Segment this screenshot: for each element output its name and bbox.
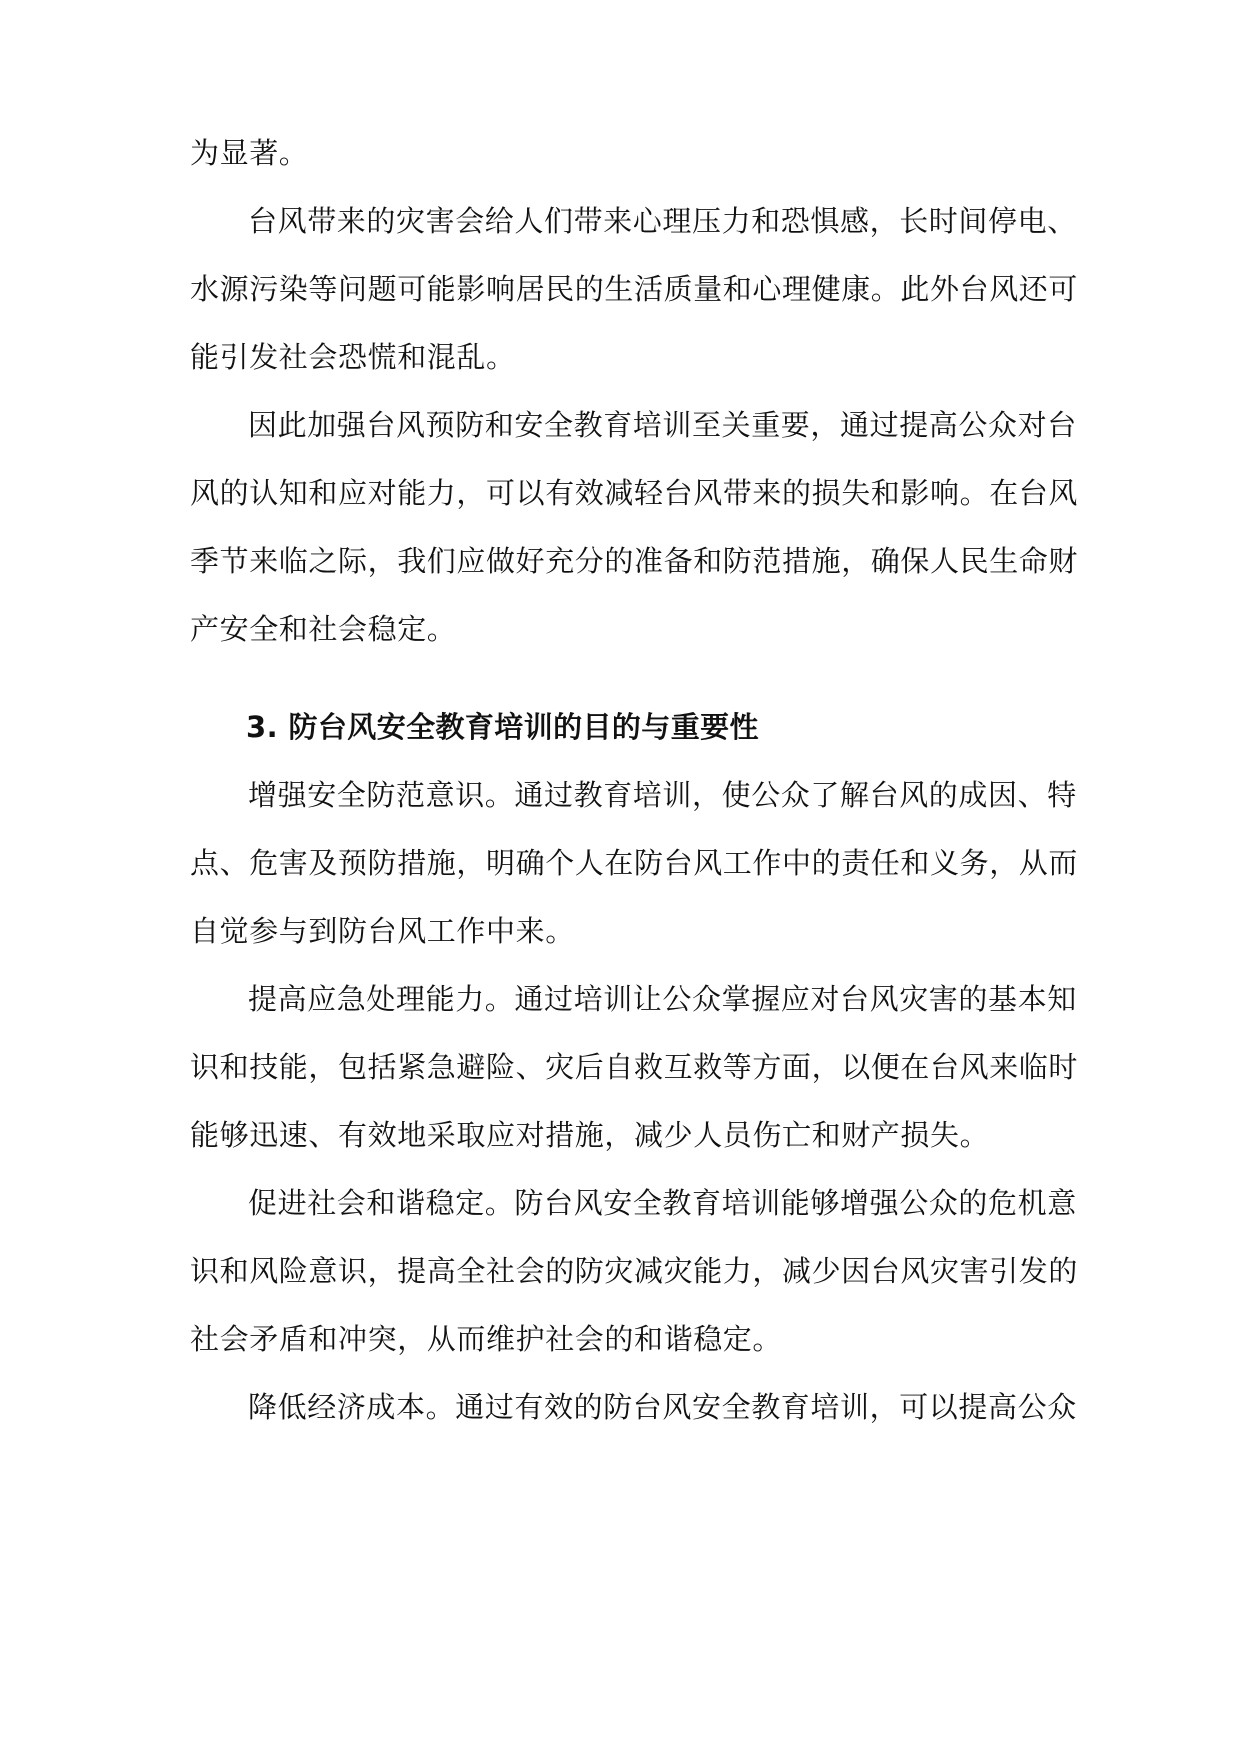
paragraph-psych-line-3: 能引发社会恐慌和混乱。	[190, 340, 516, 374]
paragraph-emergency-line-2: 识和技能，包括紧急避险、灾后自救互救等方面，以便在台风来临时	[190, 1050, 1079, 1084]
paragraph-psych-line-2: 水源污染等问题可能影响居民的生活质量和心理健康。此外台风还可	[190, 272, 1079, 306]
paragraph-conclusion-line-1: 因此加强台风预防和安全教育培训至关重要，通过提高公众对台	[248, 408, 1077, 442]
paragraph-emergency-line-1: 提高应急处理能力。通过培训让公众掌握应对台风灾害的基本知	[248, 982, 1077, 1016]
paragraph-cost-line-1: 降低经济成本。通过有效的防台风安全教育培训，可以提高公众	[248, 1390, 1077, 1424]
paragraph-harmony-line-3: 社会矛盾和冲突，从而维护社会的和谐稳定。	[190, 1322, 783, 1356]
paragraph-harmony-line-1: 促进社会和谐稳定。防台风安全教育培训能够增强公众的危机意	[248, 1186, 1077, 1220]
paragraph-fragment-line-1: 为显著。	[190, 136, 309, 170]
section-heading: 3. 防台风安全教育培训的目的与重要性	[246, 710, 759, 744]
paragraph-conclusion-line-2: 风的认知和应对能力，可以有效减轻台风带来的损失和影响。在台风	[190, 476, 1079, 510]
paragraph-awareness-line-1: 增强安全防范意识。通过教育培训，使公众了解台风的成因、特	[248, 778, 1077, 812]
paragraph-emergency-line-3: 能够迅速、有效地采取应对措施，减少人员伤亡和财产损失。	[190, 1118, 990, 1152]
paragraph-conclusion-line-3: 季节来临之际，我们应做好充分的准备和防范措施，确保人民生命财	[190, 544, 1079, 578]
paragraph-awareness-line-3: 自觉参与到防台风工作中来。	[190, 914, 575, 948]
paragraph-harmony-line-2: 识和风险意识，提高全社会的防灾减灾能力，减少因台风灾害引发的	[190, 1254, 1079, 1288]
paragraph-conclusion-line-4: 产安全和社会稳定。	[190, 612, 457, 646]
paragraph-awareness-line-2: 点、危害及预防措施，明确个人在防台风工作中的责任和义务，从而	[190, 846, 1079, 880]
paragraph-psych-line-1: 台风带来的灾害会给人们带来心理压力和恐惧感，长时间停电、	[248, 204, 1077, 238]
